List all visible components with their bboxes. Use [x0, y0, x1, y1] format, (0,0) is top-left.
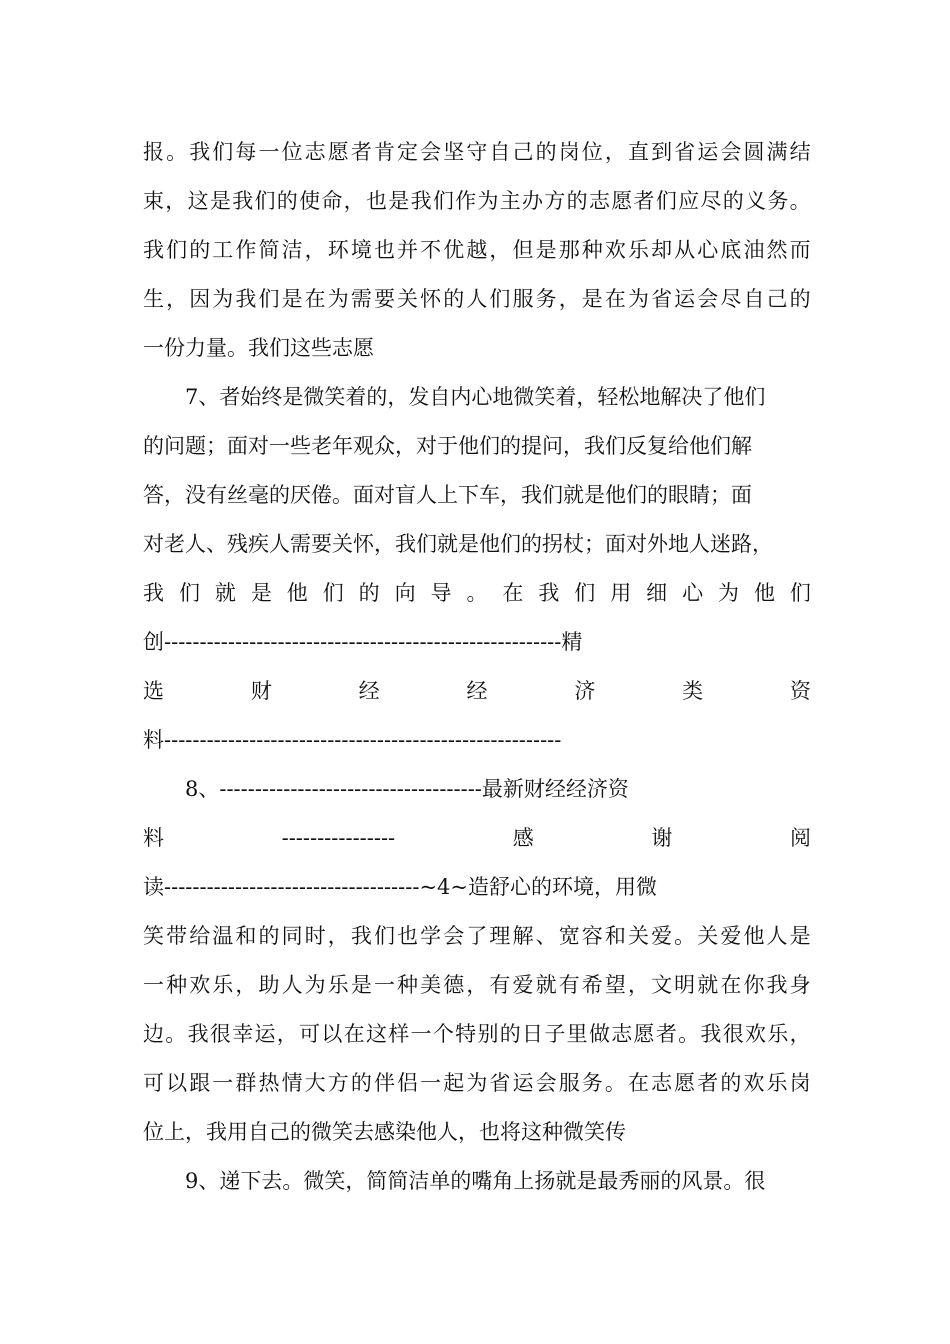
char: 位 [581, 140, 603, 164]
char: 关 [397, 287, 419, 311]
document-body [143, 128, 811, 1206]
char: ， [327, 924, 349, 948]
text-line: 答，没有丝毫的厌倦。面对盲人上下车，我们就是他们的眼睛；面 [143, 483, 752, 507]
char: 的 [789, 287, 811, 311]
char: 是 [209, 189, 231, 213]
char: 简 [258, 238, 280, 262]
char: 尽 [720, 287, 742, 311]
char: ， [604, 140, 626, 164]
divider-line: 创--------------------------------------------------------精 [143, 630, 583, 654]
char: 一 [258, 140, 280, 164]
text-line: 读------------------------------------~4~造舒心的环境，用微 [143, 875, 657, 899]
char: 解 [512, 924, 534, 948]
char: 义 [745, 189, 767, 213]
char: ， [235, 973, 257, 997]
char: 圆 [743, 140, 765, 164]
char: 者 [655, 1022, 677, 1046]
char: 是 [250, 581, 272, 605]
char: 怀 [420, 287, 442, 311]
char: 省 [489, 1071, 511, 1095]
char: 会 [535, 1071, 557, 1095]
char: 给 [189, 924, 211, 948]
char: 底 [720, 238, 742, 262]
char: 的 [499, 1022, 521, 1046]
char: 环 [327, 238, 349, 262]
char: 就 [535, 973, 557, 997]
char: 是 [535, 238, 557, 262]
char: 运 [254, 1022, 276, 1046]
char: 的 [276, 189, 298, 213]
char: 束 [143, 189, 164, 213]
char: 学 [420, 924, 442, 948]
char: 特 [455, 1022, 477, 1046]
char: 侣 [397, 1071, 419, 1095]
char: 爱 [651, 924, 673, 948]
char: 里 [566, 1022, 588, 1046]
char: 带 [166, 924, 188, 948]
char: 美 [420, 973, 442, 997]
char: 为 [477, 189, 499, 213]
char: 为 [304, 973, 326, 997]
char: 的 [189, 238, 211, 262]
char: 要 [373, 287, 395, 311]
char: 以 [321, 1022, 343, 1046]
char: 种 [397, 973, 419, 997]
char: 关 [627, 924, 649, 948]
char: 们 [789, 581, 811, 605]
char: 就 [697, 973, 719, 997]
char: 跟 [189, 1071, 211, 1095]
char: 会 [443, 924, 465, 948]
text-line [143, 275, 811, 324]
char: 起 [443, 1071, 465, 1095]
char: 服 [558, 1071, 580, 1095]
char: 导 [430, 581, 452, 605]
char: 有 [558, 973, 580, 997]
char: 可 [143, 1071, 164, 1095]
char: 在 [720, 973, 742, 997]
dashes: ---------------- [281, 826, 396, 850]
char: 油 [743, 238, 765, 262]
text-line [143, 1059, 811, 1108]
char: 运 [512, 1071, 534, 1095]
char: 类 [682, 679, 704, 703]
char: 因 [189, 287, 211, 311]
char: 运 [697, 140, 719, 164]
char: 而 [789, 238, 811, 262]
char: 结 [789, 140, 811, 164]
char: 的 [258, 924, 280, 948]
char: 明 [674, 973, 696, 997]
char: 愿 [327, 140, 349, 164]
char: 位 [281, 140, 303, 164]
char: 运 [674, 287, 696, 311]
char: 资 [789, 679, 811, 703]
char: 也 [397, 924, 419, 948]
char: 经 [466, 679, 488, 703]
char: ， [276, 1022, 298, 1046]
char: 也 [365, 189, 387, 213]
char: 助 [258, 973, 280, 997]
char: 愿 [611, 189, 633, 213]
char: 们 [574, 581, 596, 605]
char: 的 [350, 1071, 372, 1095]
char: 使 [299, 189, 321, 213]
char: 己 [512, 140, 534, 164]
char: 然 [766, 238, 788, 262]
char: 就 [214, 581, 236, 605]
char: 。 [678, 1022, 700, 1046]
char: 作 [235, 238, 257, 262]
char: 办 [522, 189, 544, 213]
char: 者 [350, 140, 372, 164]
char: ， [165, 189, 187, 213]
char: 服 [512, 287, 534, 311]
char: 他 [286, 581, 308, 605]
char: 。 [166, 140, 188, 164]
char: 很 [722, 1022, 744, 1046]
char: 他 [743, 924, 765, 948]
char: 我 [189, 140, 211, 164]
char: 理 [489, 924, 511, 948]
char: 以 [166, 1071, 188, 1095]
text-line: 位上，我用自己的微笑去感染他人，也将这种微笑传 [143, 1120, 626, 1144]
char: 那 [558, 238, 580, 262]
char: 望 [604, 973, 626, 997]
char: 了 [466, 924, 488, 948]
char: ， [627, 973, 649, 997]
char: 为 [327, 287, 349, 311]
char: 一 [420, 1071, 442, 1095]
char: 阅 [789, 826, 811, 850]
char: 们 [432, 189, 454, 213]
char: 。 [789, 189, 811, 213]
char: 我 [187, 1022, 209, 1046]
char: 从 [674, 238, 696, 262]
char: 自 [743, 287, 765, 311]
char: 的 [722, 189, 744, 213]
char: 乐 [212, 973, 234, 997]
char: 愿 [633, 1022, 655, 1046]
char: 作 [455, 189, 477, 213]
char: 大 [304, 1071, 326, 1095]
char: 文 [651, 973, 673, 997]
char: 定 [397, 140, 419, 164]
char: ， [489, 238, 511, 262]
char: 是 [388, 189, 410, 213]
char: 同 [281, 924, 303, 948]
char: 的 [566, 189, 588, 213]
char: 们 [166, 238, 188, 262]
char: 一 [410, 1022, 432, 1046]
char: 我 [538, 581, 560, 605]
char: 们 [178, 581, 200, 605]
char: 们 [212, 140, 234, 164]
char: 为 [627, 287, 649, 311]
char: 务 [535, 287, 557, 311]
text-line: 的问题；面对一些老年观众，对于他们的提问，我们反复给他们解 [143, 434, 752, 458]
char: 却 [651, 238, 673, 262]
char: 很 [209, 1022, 231, 1046]
char: 关 [697, 924, 719, 948]
char: 愿 [674, 1071, 696, 1095]
char: 欢 [189, 973, 211, 997]
text-line: 8、-------------------------------------最新财经经济资 [143, 777, 629, 801]
char: 报 [143, 140, 164, 164]
char: 你 [743, 973, 765, 997]
char: 坚 [443, 140, 465, 164]
char: 一 [373, 973, 395, 997]
char: 人 [466, 287, 488, 311]
char: ， [304, 238, 326, 262]
char: 岗 [789, 1071, 811, 1095]
text-line [143, 226, 811, 275]
char: 的 [535, 140, 557, 164]
char: 时 [304, 924, 326, 948]
char: 志 [304, 140, 326, 164]
char: 们 [655, 189, 677, 213]
char: 幸 [232, 1022, 254, 1046]
char: 是 [350, 973, 372, 997]
char: 我 [143, 581, 164, 605]
char: 向 [394, 581, 416, 605]
char: 的 [358, 581, 380, 605]
char: 在 [604, 287, 626, 311]
char: 心 [697, 238, 719, 262]
char: 乐 [627, 238, 649, 262]
char: 子 [544, 1022, 566, 1046]
char: 这 [187, 189, 209, 213]
text-line: 一份力量。我们这些志愿 [143, 336, 374, 360]
char: ， [343, 189, 365, 213]
char: 我 [143, 238, 164, 262]
char: 做 [588, 1022, 610, 1046]
char: 身 [789, 973, 811, 997]
char: 们 [322, 581, 344, 605]
char: 境 [350, 238, 372, 262]
char: 一 [212, 1071, 234, 1095]
char: 省 [674, 140, 696, 164]
char: 和 [604, 924, 626, 948]
char: 边 [143, 1022, 164, 1046]
char: 们 [258, 287, 280, 311]
text-line [143, 128, 811, 177]
char: ， [558, 287, 580, 311]
char: 他 [753, 581, 775, 605]
char: 也 [373, 238, 395, 262]
char: 欢 [604, 238, 626, 262]
char: 主 [499, 189, 521, 213]
char: 这 [365, 1022, 387, 1046]
char: 每 [235, 140, 257, 164]
char: 我 [235, 287, 257, 311]
char: 我 [232, 189, 254, 213]
char: 我 [700, 1022, 722, 1046]
char: 会 [697, 287, 719, 311]
char: 用 [610, 581, 632, 605]
char: 是 [581, 287, 603, 311]
char: ， [789, 1022, 811, 1046]
char: 有 [489, 973, 511, 997]
char: 细 [646, 581, 668, 605]
char: 。 [604, 1071, 626, 1095]
spaced-line [143, 569, 811, 618]
char: 者 [633, 189, 655, 213]
char: 者 [697, 1071, 719, 1095]
text-line: 7、者始终是微笑着的，发自内心地微笑着，轻松地解决了他们 [143, 385, 766, 409]
char: 种 [581, 238, 603, 262]
char: 热 [258, 1071, 280, 1095]
text-line [143, 912, 811, 961]
char: 我 [350, 924, 372, 948]
char: 感 [512, 826, 534, 850]
char: 济 [574, 679, 596, 703]
char: 在 [343, 1022, 365, 1046]
text-line [143, 961, 811, 1010]
char: 直 [627, 140, 649, 164]
char: 自 [489, 140, 511, 164]
char: 宽 [558, 924, 580, 948]
char: 洁 [281, 238, 303, 262]
char: 财 [250, 679, 272, 703]
char: 谢 [651, 826, 673, 850]
char: 方 [544, 189, 566, 213]
char: 爱 [720, 924, 742, 948]
char: ， [166, 287, 188, 311]
char: 和 [235, 924, 257, 948]
char: 志 [651, 1071, 673, 1095]
char: 经 [358, 679, 380, 703]
char: 不 [420, 238, 442, 262]
text-line [143, 177, 811, 226]
spaced-line [143, 667, 811, 716]
char: 优 [443, 238, 465, 262]
char: 伴 [373, 1071, 395, 1095]
text-line: 9、递下去。微笑，简简洁单的嘴角上扬就是最秀丽的风景。很 [143, 1169, 766, 1193]
char: 。 [674, 924, 696, 948]
char: 肯 [373, 140, 395, 164]
char: 温 [212, 924, 234, 948]
char: 希 [581, 973, 603, 997]
char: 我 [410, 189, 432, 213]
char: 别 [477, 1022, 499, 1046]
char: 笑 [143, 924, 164, 948]
char: 志 [611, 1022, 633, 1046]
char: 满 [766, 140, 788, 164]
char: 们 [489, 287, 511, 311]
char: 可 [299, 1022, 321, 1046]
char: 选 [143, 679, 164, 703]
char: 为 [212, 287, 234, 311]
char: 种 [166, 973, 188, 997]
char: 乐 [767, 1022, 789, 1046]
char: 为 [466, 1071, 488, 1095]
char: 乐 [327, 973, 349, 997]
char: 方 [327, 1071, 349, 1095]
char: 人 [281, 973, 303, 997]
char: 们 [373, 924, 395, 948]
char: 守 [466, 140, 488, 164]
char: 到 [651, 140, 673, 164]
char: 是 [789, 924, 811, 948]
char: 。 [165, 1022, 187, 1046]
text-line: 对老人、残疾人需要关怀，我们就是他们的拐杖；面对外地人迷路， [143, 532, 773, 556]
text-line [143, 1010, 811, 1059]
char: 人 [766, 924, 788, 948]
char: 在 [627, 1071, 649, 1095]
char: 会 [720, 140, 742, 164]
char: 料 [143, 826, 164, 850]
char: 德 [443, 973, 465, 997]
char: 样 [388, 1022, 410, 1046]
char: 应 [678, 189, 700, 213]
char: 乐 [766, 1071, 788, 1095]
char: 为 [718, 581, 739, 605]
char: 工 [212, 238, 234, 262]
char: 个 [432, 1022, 454, 1046]
char: 生 [143, 287, 164, 311]
char: 的 [443, 287, 465, 311]
char: 命 [321, 189, 343, 213]
char: 会 [420, 140, 442, 164]
char: 心 [682, 581, 704, 605]
char: 们 [254, 189, 276, 213]
char: 欢 [745, 1022, 767, 1046]
char: 、 [535, 924, 557, 948]
char: 群 [235, 1071, 257, 1095]
divider-line: 料-------------------------------------------------------- [143, 728, 562, 752]
char: 在 [304, 287, 326, 311]
char: 我 [766, 973, 788, 997]
char: 越 [466, 238, 488, 262]
char: 在 [502, 581, 524, 605]
char: 省 [651, 287, 673, 311]
char: 日 [522, 1022, 544, 1046]
char: 岗 [558, 140, 580, 164]
char: 容 [581, 924, 603, 948]
char: 一 [143, 973, 164, 997]
char: 需 [350, 287, 372, 311]
char: 情 [281, 1071, 303, 1095]
char: 并 [397, 238, 419, 262]
char: 务 [581, 1071, 603, 1095]
char: ， [466, 973, 488, 997]
char: 但 [512, 238, 534, 262]
char: 的 [720, 1071, 742, 1095]
char: 志 [588, 189, 610, 213]
char: 务 [767, 189, 789, 213]
char: 爱 [512, 973, 534, 997]
char: 尽 [700, 189, 722, 213]
char: 己 [766, 287, 788, 311]
char: 欢 [743, 1071, 765, 1095]
spaced-line [143, 814, 811, 863]
char: 。 [466, 581, 488, 605]
char: 是 [281, 287, 303, 311]
